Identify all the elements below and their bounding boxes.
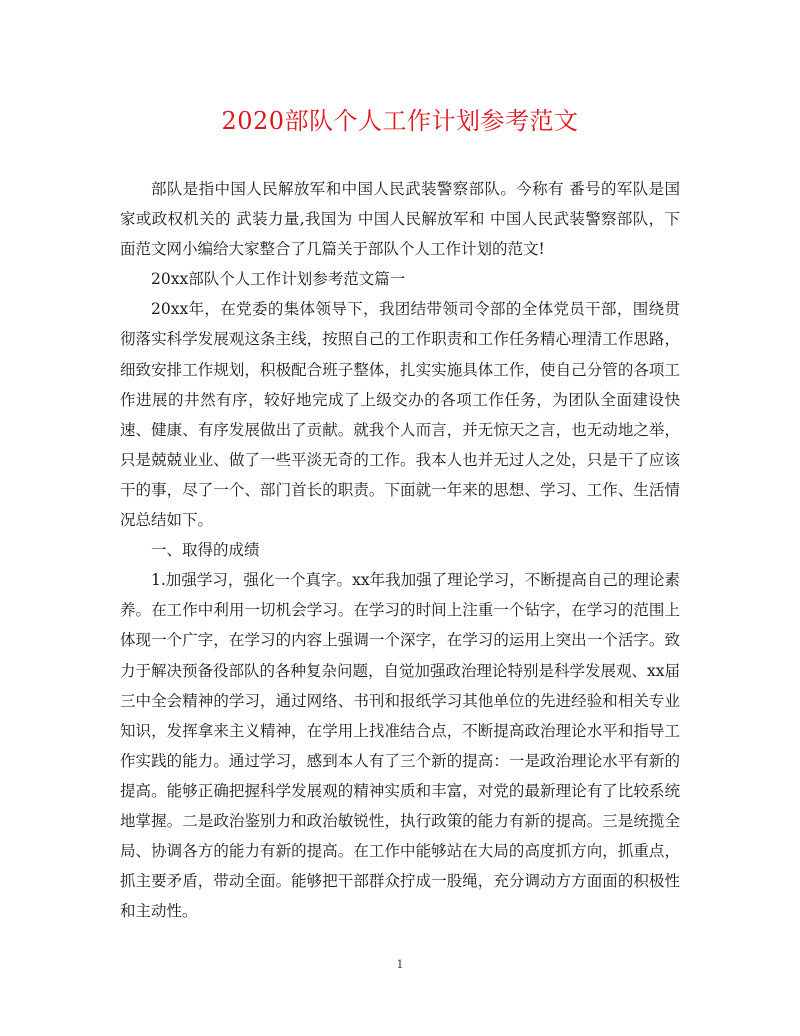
- document-body: [120, 174, 680, 926]
- body-paragraph: 1.加强学习，强化一个真字。xx年我加强了理论学习，不断提高自己的理论素养。在工作中利用一切机会学习。在学习的时间上注重一个钻字，在学习的范围上体现一个广字，在学习的内容上强调一个深字，在学习的运用上突出一个活字。致力于解决预备役部队的各种复杂问题，自觉加强政治理论特别是科学发展观、xx届三中全会精神的学习，通过网络、书刊和报纸学习其他单位的先进经验和相关专业知识，发挥拿来主义精神，在学用上找准结合点，不断提高政治理论水平和指导工作实践的能力。通过学习，感到本人有了三个新的提高：一是政治理论水平有新的提高。能够正确把握科学发展观的精神实质和丰富，对党的最新理论有了比较系统地掌握。二是政治鉴别力和政治敏锐性，执行政策的能力有新的提高。三是统揽全局、协调各方的能力有新的提高。在工作中能够站在大局的高度抓方向，抓重点，抓主要矛盾，带动全面。能够把干部群众拧成一股绳，充分调动方方面面的积极性和主动性。: [120, 571, 680, 921]
- page-number: 1: [396, 958, 404, 971]
- section-heading-achievements: 一、取得的成绩: [151, 541, 260, 560]
- body-paragraph: 20xx年，在党委的集体领导下，我团结带领司令部的全体党员干部，围绕贯彻落实科学发展观这条主线，按照自己的工作职责和工作任务精心理清工作思路，细致安排工作规划，积极配合班子整体，扎实实施具体工作，使自己分管的各项工作进展的井然有序，较好地完成了上级交办的各项工作任务，为团队全面建设快速、健康、有序发展做出了贡献。就我个人而言，并无惊天之言，也无动地之举，只是兢兢业业、做了一些平淡无奇的工作。我本人也并无过人之处，只是干了应该干的事，尽了一个、部门首长的职责。下面就一年来的思想、学习、工作、生活情况总结如下。: [120, 300, 680, 530]
- document-title: 2020部队个人工作计划参考范文: [221, 107, 579, 135]
- section-heading-article-one: 20xx部队个人工作计划参考范文篇一: [151, 270, 406, 289]
- intro-paragraph: 部队是指中国人民解放军和中国人民武装警察部队。今称有 番号的军队是国家或政权机关的 武装力量,我国为 中国人民解放军和 中国人民武装警察部队，下面范文网小编给大家整合了几篇关于部队个人工作计划的范文!: [120, 180, 680, 259]
